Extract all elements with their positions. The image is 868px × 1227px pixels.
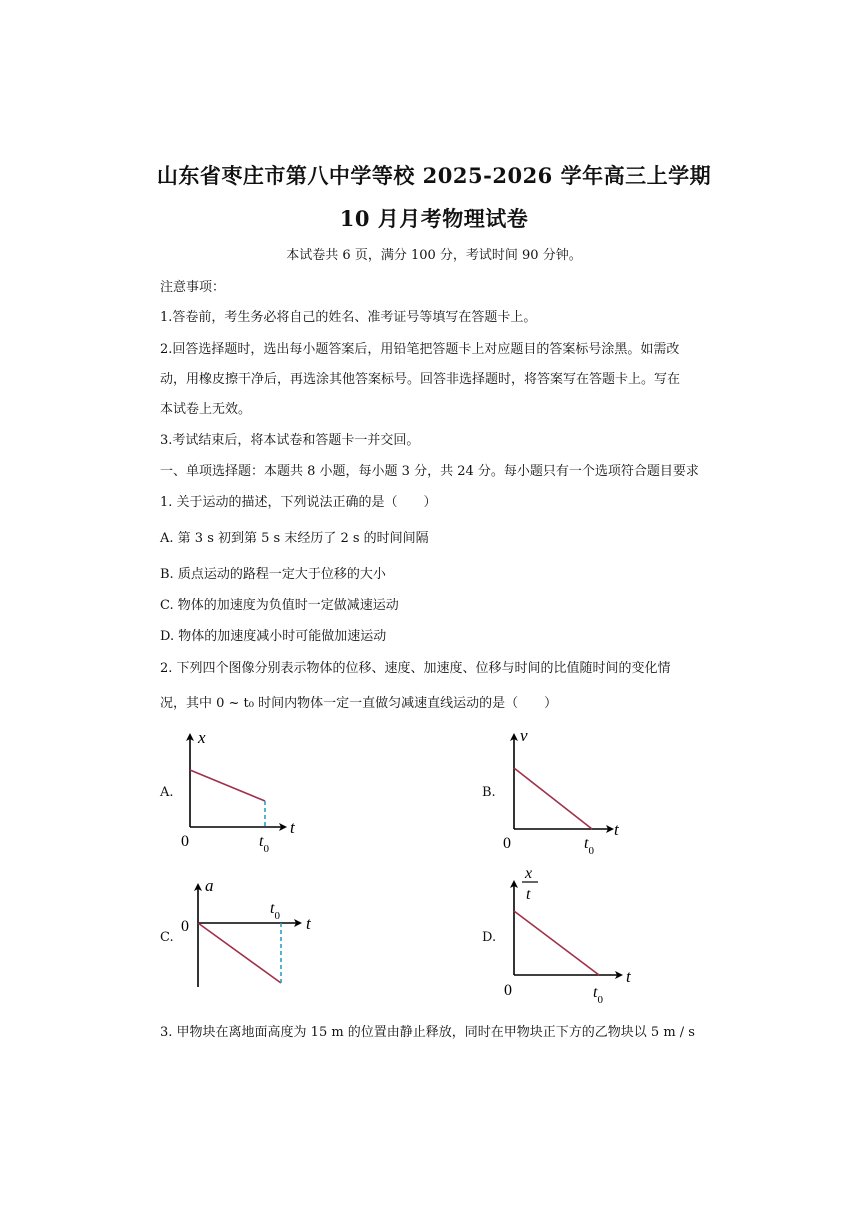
graph-b-x-label: t [614,820,619,839]
note-2-line1: 2.回答选择题时，选出每小题答案后，用铅笔把答题卡上对应题目的答案标号涂黑。如需改 [160,342,680,357]
graph-a-y-label: x [198,728,206,747]
graph-d-x-label: t [626,967,631,986]
q1-option-d: D. 物体的加速度减小时可能做加速运动 [160,629,387,644]
graph-d-line [514,911,599,975]
graph-d [495,860,645,1010]
graph-d-y-numerator: x [525,865,533,882]
exam-info: 本试卷共 6 页，满分 100 分，考试时间 90 分钟。 [286,248,582,263]
graph-b-origin: 0 [503,835,511,852]
graph-d-y-denominator: t [526,886,531,903]
q1-option-b: B. 质点运动的路程一定大于位移的大小 [160,567,386,582]
graph-a-line [190,770,265,801]
graph-c-y-label: a [205,876,214,895]
graph-b-line [514,768,592,829]
exam-title-line1: 山东省枣庄市第八中学等校 2025-2026 学年高三上学期 [156,163,712,188]
note-3: 3.考试结束后，将本试卷和答题卡一并交回。 [160,433,420,448]
graph-b-t0: $t_0$ [584,835,594,857]
note-2-line2: 动，用橡皮擦干净后，再选涂其他答案标号。回答非选择题时，将答案写在答题卡上。写在 [160,372,681,387]
section-heading: 一、单项选择题：本题共 8 小题，每小题 3 分，共 24 分。每小题只有一个选项符合题目要求 [160,464,699,479]
graph-d-t0: $t_0$ [593,984,603,1006]
q1-stem: 1. 关于运动的描述，下列说法正确的是（ ） [160,495,437,510]
graph-b-y-label: v [520,726,528,745]
q2-option-d-label: D. [482,930,497,945]
notes-heading: 注意事项： [160,280,226,295]
exam-title-line2: 10 月月考物理试卷 [339,206,529,231]
graph-c-x-label: t [306,914,311,933]
q1-option-a: A. 第 3 s 初到第 5 s 末经历了 2 s 的时间间隔 [160,531,429,546]
graph-d-origin: 0 [504,982,512,999]
note-1: 1.答卷前，考生务必将自己的姓名、准考证号等填写在答题卡上。 [160,310,537,325]
q2-stem-line2: 况，其中 0 ~ t₀ 时间内物体一定一直做匀减速直线运动的是（ ） [160,696,558,711]
graph-c [175,875,325,995]
graph-b [494,725,634,860]
note-2-line3: 本试卷上无效。 [160,402,252,417]
graph-a-t0: $t_0$ [259,833,269,855]
graph-c-line [198,923,281,983]
q3-stem: 3. 甲物块在离地面高度为 15 m 的位置由静止释放，同时在甲物块正下方的乙物块以 5 m / s [160,1025,695,1040]
graph-c-t0: $t_0$ [270,900,280,922]
q2-option-c-label: C. [160,930,174,945]
q2-stem-line1: 2. 下列四个图像分别表示物体的位移、速度、加速度、位移与时间的比值随时间的变化情 [160,661,671,676]
graph-a-x-label: t [290,818,295,837]
q2-option-b-label: B. [482,785,496,800]
graph-a-origin: 0 [181,833,189,850]
q1-option-c: C. 物体的加速度为负值时一定做减速运动 [160,598,399,613]
graph-a [170,725,310,860]
q2-option-a-label: A. [160,785,174,800]
graph-c-origin: 0 [181,918,189,935]
